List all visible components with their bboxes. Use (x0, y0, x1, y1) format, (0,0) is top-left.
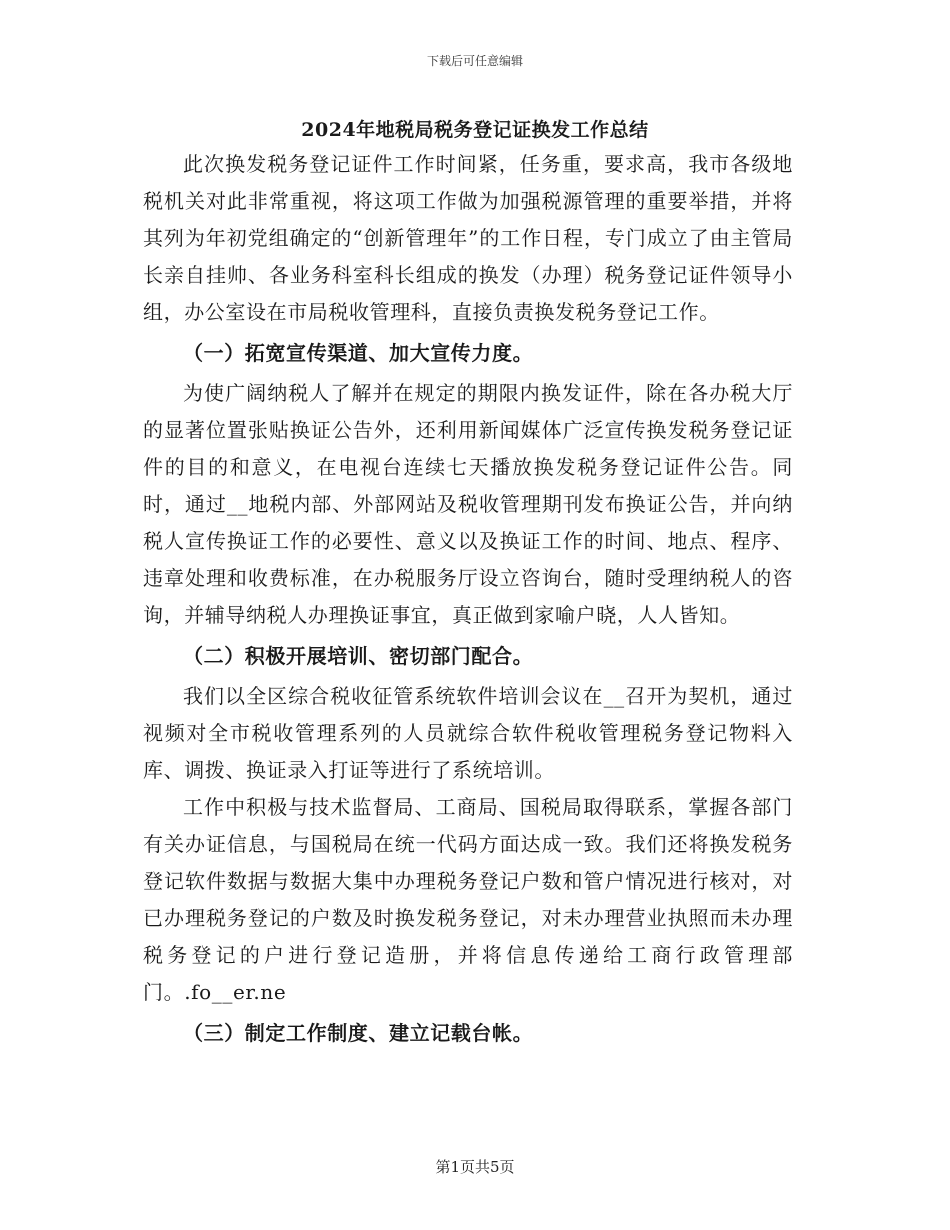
section-heading: （一）拓宽宣传渠道、加大宣传力度。 (183, 341, 534, 365)
document-title: 2024年地税局税务登记证换发工作总结 (301, 119, 649, 141)
section-heading: （三）制定工作制度、建立记载台帐。 (183, 1021, 534, 1045)
header-note: 下载后可任意编辑 (426, 54, 523, 68)
document-body (143, 146, 793, 1055)
page-footer: 第1页共5页 (435, 1158, 515, 1176)
body-paragraph: 我们以全区综合税收征管系统软件培训会议在__召开为契机，通过视频对全市税收管理系列的人员就综合软件税收管理税务登记物料入库、调拨、换证录入打证等进行了系统培训。 (143, 684, 793, 782)
body-paragraph: 为使广阔纳税人了解并在规定的期限内换发证件，除在各办税大厅的显著位置张贴换证公告外，还利用新闻媒体广泛宣传换发税务登记证件的目的和意义，在电视台连续七天播放换发税务登记证件公告。同时，通过__地税内部、外部网站及税收管理期刊发布换证公告，并向纳税人宣传换证工作的必要性、意义以及换证工作的时间、地点、程序、违章处理和收费标准，在办税服务厅设立咨询台，随时受理纳税人的咨询，并辅导纳税人办理换证事宜，真正做到家喻户晓，人人皆知。 (143, 381, 793, 627)
section-heading: （二）积极开展培训、密切部门配合。 (183, 644, 534, 668)
body-paragraph: 此次换发税务登记证件工作时间紧，任务重，要求高，我市各级地税机关对此非常重视，将这项工作做为加强税源管理的重要举措，并将其列为年初党组确定的“创新管理年”的工作日程，专门成立了由主管局长亲自挂帅、各业务科室科长组成的换发（办理）税务登记证件领导小组，办公室设在市局税收管理科，直接负责换发税务登记工作。 (143, 152, 793, 324)
body-paragraph: 工作中积极与技术监督局、工商局、国税局取得联系，掌握各部门有关办证信息，与国税局在统一代码方面达成一致。我们还将换发税务登记软件数据与数据大集中办理税务登记户数和管户情况进行核对，对已办理税务登记的户数及时换发税务登记，对未办理营业执照而未办理税务登记的户进行登记造册，并将信息传递给工商行政管理部门。.fo__er.ne (143, 795, 793, 1004)
